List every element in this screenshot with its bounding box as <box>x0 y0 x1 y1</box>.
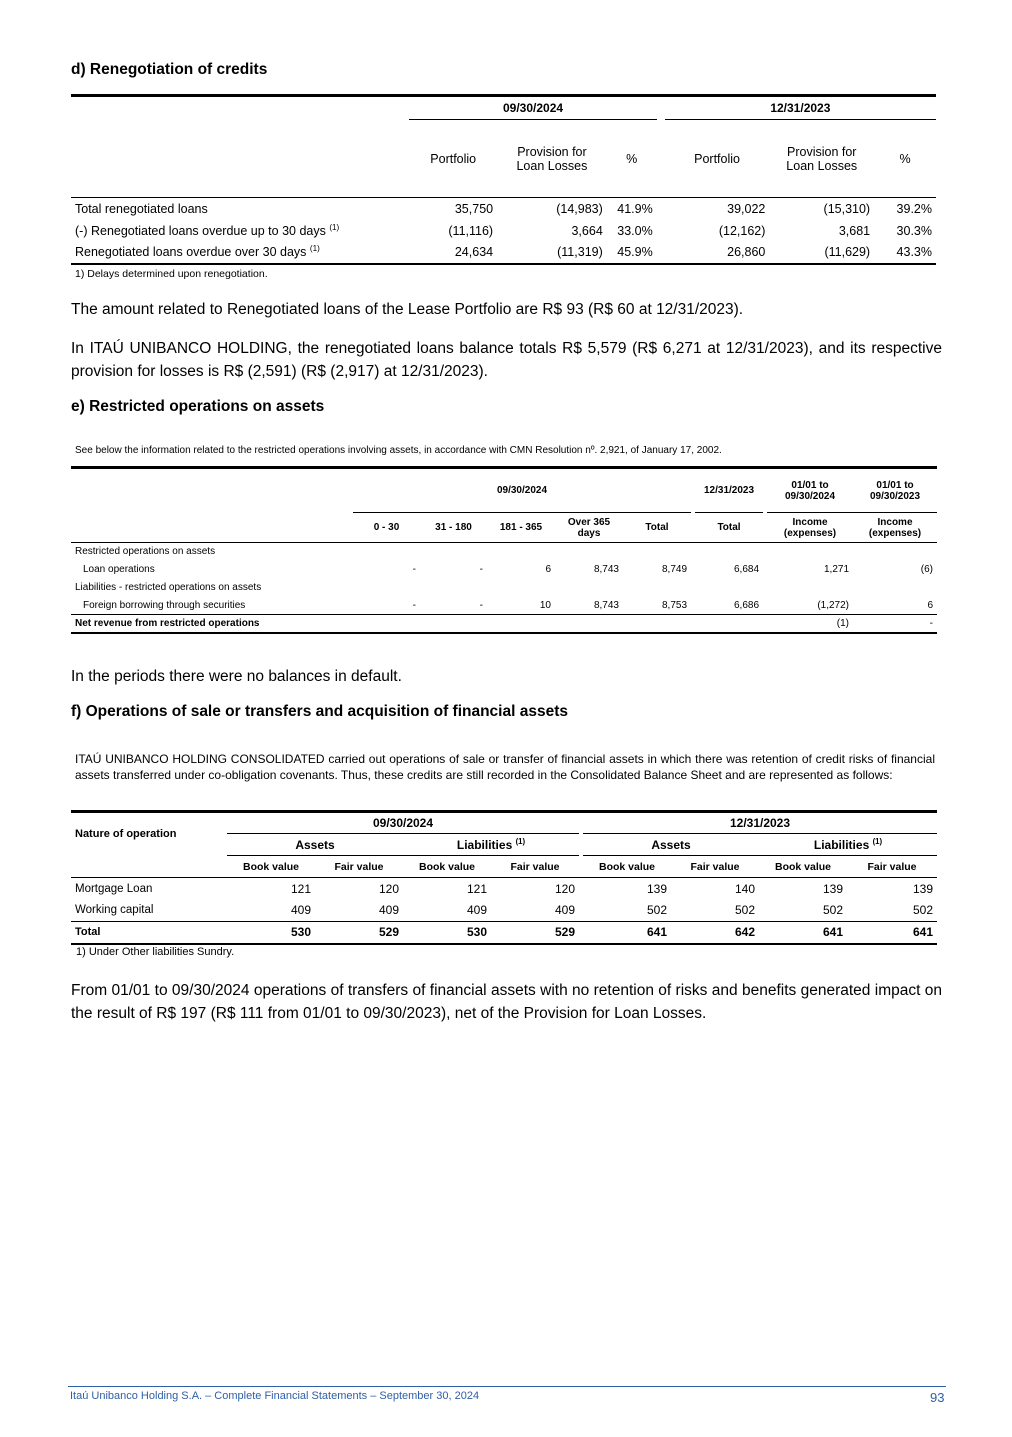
row-label: Working capital <box>75 904 154 917</box>
cell: - <box>412 564 416 575</box>
table-row <box>71 900 937 922</box>
cell: 39.2% <box>896 201 932 216</box>
footnote: 1) Under Other liabilities Sundry. <box>76 946 235 958</box>
cell: 121 <box>290 881 311 896</box>
cell: 642 <box>734 925 755 940</box>
col-provision: Provision for Loan Losses <box>786 144 858 173</box>
cell: 529 <box>554 925 575 940</box>
cell: (1,272) <box>817 599 850 611</box>
period-header: 09/30/2024 <box>409 96 656 120</box>
cell: (12,162) <box>718 223 766 238</box>
group-label: Restricted operations on assets <box>75 546 216 558</box>
cell: 8,743 <box>593 564 619 575</box>
cell: 529 <box>378 925 399 940</box>
cell: 502 <box>822 903 843 918</box>
intro-text: See below the information related to the restricted operations involving assets, in accordance with CMN Resolution nº. 2,921, of January 17, 2002. <box>75 445 722 456</box>
intro-text: ITAÚ UNIBANCO HOLDING CONSOLIDATED carried out operations of sale or transfer of financial assets in which there was retention of credit risks of financial assets transferred under co-obligation covenants. Thus, these credits are still recorded in the Consolidated Balance Sheet and are represented as follows: <box>75 752 935 782</box>
cell: 409 <box>554 903 575 918</box>
row-label: Net revenue from restricted operations <box>75 617 260 629</box>
cell: 641 <box>912 925 933 940</box>
cell: (11,319) <box>557 245 603 259</box>
table-row <box>71 597 937 615</box>
cell: 6,684 <box>733 564 760 575</box>
footer-divider <box>68 1386 946 1387</box>
footer-text: Itaú Unibanco Holding S.A. – Complete Financial Statements – September 30, 2024 <box>70 1390 480 1402</box>
cell: - <box>412 599 416 611</box>
col-header: Over 365 days <box>567 516 611 539</box>
row-label: Foreign borrowing through securities <box>83 599 246 611</box>
col-header: 0 - 30 <box>373 522 400 533</box>
cell: 41.9% <box>617 201 653 216</box>
col-header: Total <box>717 522 741 533</box>
restricted-operations-table <box>71 466 937 634</box>
cell: - <box>479 564 483 575</box>
col-fair: Fair value <box>867 860 917 873</box>
section-e-heading: e) Restricted operations on assets <box>71 398 325 415</box>
col-header: Income (expenses) <box>783 516 837 539</box>
group-row <box>71 543 937 561</box>
col-header: Total <box>645 522 669 533</box>
cell: 33.0% <box>617 223 653 238</box>
col-pct: % <box>899 151 911 166</box>
cell: - <box>929 617 934 629</box>
cell: 140 <box>734 881 755 896</box>
col-fair: Fair value <box>510 860 560 873</box>
section-f-heading: f) Operations of sale or transfers and acquisition of financial assets <box>71 703 568 720</box>
col-header: 181 - 365 <box>499 522 543 533</box>
paragraph: The amount related to Renegotiated loans of the Lease Portfolio are R$ 93 (R$ 60 at 12/31/2023). <box>71 301 744 318</box>
cell: 139 <box>912 881 933 896</box>
cell: 3,664 <box>571 223 603 238</box>
footnote: 1) Delays determined upon renegotiation. <box>75 268 268 280</box>
cell: 24,634 <box>454 245 494 259</box>
cell: 409 <box>378 903 399 918</box>
period-header: 12/31/2023 <box>695 468 763 513</box>
col-fair: Fair value <box>334 860 384 873</box>
col-header: 31 - 180 <box>435 522 472 533</box>
cell: 120 <box>554 881 575 896</box>
cell: 3,681 <box>838 223 871 238</box>
cell: 43.3% <box>896 245 932 259</box>
group-row <box>71 579 937 597</box>
cell: 1,271 <box>823 564 850 575</box>
row-label: (-) Renegotiated loans overdue up to 30 days $^{(1)}$ <box>75 222 340 238</box>
cell: 121 <box>466 881 487 896</box>
cell: 502 <box>912 903 933 918</box>
period-header: 01/01 to 09/30/2024 <box>767 468 853 513</box>
page-number: 93 <box>930 1390 945 1405</box>
table-row <box>71 561 937 579</box>
col-fair: Fair value <box>690 860 740 873</box>
col-nature: Nature of operation <box>75 828 177 841</box>
cell: 641 <box>822 925 843 940</box>
total-row <box>71 922 937 944</box>
col-provision: Provision for Loan Losses <box>516 144 588 173</box>
total-row <box>71 615 937 633</box>
cell: 6,686 <box>733 599 760 611</box>
cell: 8,743 <box>593 599 619 611</box>
col-portfolio: Portfolio <box>430 151 477 166</box>
cell: 8,749 <box>661 564 688 575</box>
cell: 530 <box>290 925 311 940</box>
table-row <box>71 242 936 264</box>
cell: (6) <box>920 564 934 575</box>
cell: 641 <box>646 925 667 940</box>
cell: 6 <box>545 564 551 575</box>
period-header: 01/01 to 09/30/2023 <box>853 468 937 513</box>
renegotiation-table <box>71 94 936 265</box>
period-header: 09/30/2024 <box>353 468 691 513</box>
cell: 26,860 <box>727 245 766 259</box>
col-liabilities: Liabilities $^{(1)}$ <box>759 834 937 856</box>
section-d-heading: d) Renegotiation of credits <box>71 61 268 78</box>
cell: 35,750 <box>454 201 494 216</box>
cell: 409 <box>466 903 487 918</box>
paragraph: In the periods there were no balances in default. <box>71 668 402 685</box>
col-book: Book value <box>774 860 832 873</box>
cell: 502 <box>646 903 667 918</box>
cell: 139 <box>646 881 667 896</box>
paragraph: In ITAÚ UNIBANCO HOLDING, the renegotiated loans balance totals R$ 5,579 (R$ 6,271 at 12/31/2023), and its respective provision for losses is R$ (2,591) (R$ (2,917) at 12/31/2023). <box>71 340 942 380</box>
period-header: 09/30/2024 <box>227 812 579 834</box>
row-label: Mortgage Loan <box>75 882 153 895</box>
group-label: Liabilities - restricted operations on assets <box>75 582 262 593</box>
cell: 10 <box>539 599 551 611</box>
row-label: Loan operations <box>83 564 155 575</box>
row-label: Renegotiated loans overdue over 30 days $^{(1)}$ <box>75 243 320 259</box>
cell: 8,753 <box>661 599 688 611</box>
cell: - <box>479 599 483 611</box>
cell: (11,629) <box>824 245 871 259</box>
col-book: Book value <box>598 860 656 873</box>
cell: 139 <box>822 881 843 896</box>
table-row <box>71 220 936 242</box>
col-pct: % <box>626 151 638 166</box>
cell: 45.9% <box>617 245 653 259</box>
table-row <box>71 878 937 900</box>
cell: (15,310) <box>823 201 871 216</box>
table-row <box>71 198 936 220</box>
cell: 39,022 <box>727 201 766 216</box>
cell: (11,116) <box>448 223 494 238</box>
col-assets: Assets <box>227 834 403 856</box>
cell: 30.3% <box>896 223 932 238</box>
col-header: Income (expenses) <box>868 516 922 539</box>
cell: (14,983) <box>556 201 603 216</box>
paragraph: From 01/01 to 09/30/2024 operations of transfers of financial assets with no retention of risks and benefits generated impact on the result of R$ 197 (R$ 111 from 01/01 to 09/30/2023), net of the Provision for Loan Losses. <box>71 982 942 1022</box>
row-label: Total renegotiated loans <box>75 201 208 216</box>
cell: 120 <box>378 881 399 896</box>
financial-assets-table <box>71 810 937 945</box>
period-header: 12/31/2023 <box>665 96 936 120</box>
period-header: 12/31/2023 <box>583 812 937 834</box>
cell: 530 <box>466 925 487 940</box>
col-assets: Assets <box>583 834 759 856</box>
col-book: Book value <box>418 860 476 873</box>
cell: 409 <box>290 903 311 918</box>
cell: (1) <box>836 617 850 629</box>
row-label: Total <box>75 926 101 939</box>
col-portfolio: Portfolio <box>694 151 740 166</box>
col-book: Book value <box>242 860 300 873</box>
cell: 502 <box>734 903 755 918</box>
col-liabilities: Liabilities $^{(1)}$ <box>403 834 579 856</box>
cell: 6 <box>927 599 934 611</box>
